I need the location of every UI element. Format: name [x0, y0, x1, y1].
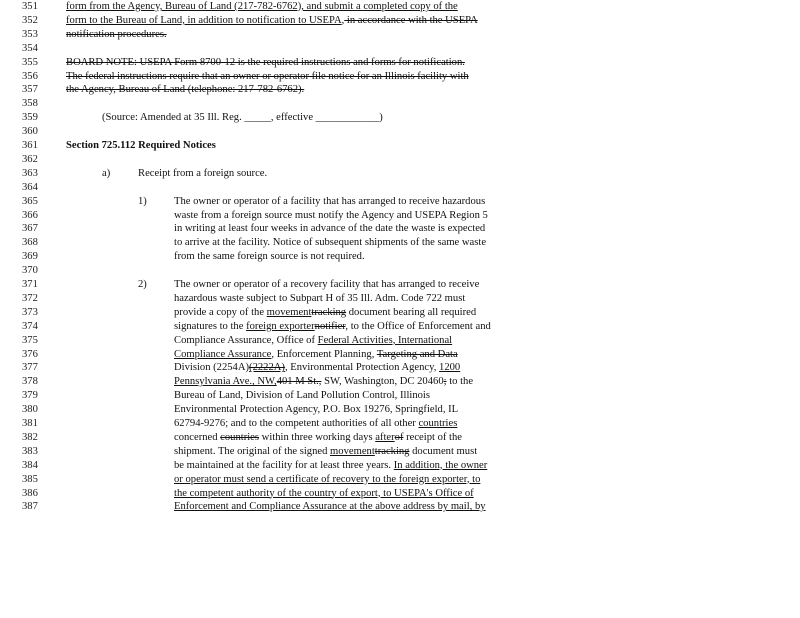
line-number: 364 [22, 181, 38, 193]
document-line [0, 417, 800, 431]
line-number: 360 [22, 126, 38, 138]
document-line [0, 306, 800, 320]
text-run: , to the Office of Enforcement and [345, 320, 491, 332]
document-line [0, 500, 800, 514]
line-text [138, 167, 267, 181]
line-number: 352 [22, 14, 38, 26]
line-number: 384 [22, 459, 38, 471]
deleted-text: 401 M St., [276, 376, 322, 388]
text-run: , Environmental Protection Agency, [284, 362, 440, 374]
line-number: 386 [22, 487, 38, 499]
document-line [0, 195, 800, 209]
list-label: a) [102, 167, 111, 179]
line-text [66, 56, 465, 70]
line-text [174, 222, 485, 236]
document-line [0, 209, 800, 223]
document-line [0, 445, 800, 459]
deleted-text: notifier [314, 320, 346, 332]
text-run: be maintained at the facility for at least three years. [174, 459, 394, 471]
text-run: to the [446, 376, 474, 388]
line-number: 351 [22, 1, 38, 12]
inserted-text: Federal Activities, International [317, 334, 453, 346]
text-run: to arrive at the facility. Notice of subsequent shipments of the same waste [174, 237, 487, 249]
text-run: , [341, 14, 345, 26]
text-run: from the same foreign source is not required. [174, 251, 365, 263]
document-line [0, 222, 800, 236]
line-text [174, 500, 486, 514]
line-number: 363 [22, 167, 38, 179]
line-text [174, 445, 477, 459]
line-text [174, 361, 460, 375]
deleted-text: tracking [374, 445, 410, 457]
document-line [0, 292, 800, 306]
text-run: 62794-9276; and to the competent authorities of all other [174, 418, 419, 429]
line-text [174, 431, 462, 445]
line-number: 383 [22, 445, 38, 457]
deleted-text: ; [443, 376, 447, 388]
line-number: 361 [22, 140, 38, 151]
line-number: 387 [22, 501, 38, 513]
document-line [0, 348, 800, 362]
text-run: waste from a foreign source must notify the Agency and USEPA Region 5 [174, 209, 488, 221]
inserted-text: after [375, 431, 395, 443]
section-heading: Section 725.112 Required Notices [66, 140, 216, 151]
line-number: 368 [22, 237, 38, 249]
text-run: within three working days [259, 431, 376, 443]
inserted-text: Pennsylvania Ave., NW, [174, 376, 277, 388]
text-run: Compliance Assurance, Office of [174, 334, 318, 346]
text-run: Bureau of Land, Division of Land Pollution Control, Illinois [174, 390, 430, 402]
document-line [0, 236, 800, 250]
line-number: 379 [22, 390, 38, 402]
text-run: shipment. The original of the signed [174, 445, 331, 457]
inserted-text: form from the Agency, Bureau of Land (217-782-6762), and submit a completed copy of the [66, 1, 458, 12]
document-line [0, 334, 800, 348]
line-text [174, 375, 473, 389]
line-text [174, 306, 476, 320]
document-line [0, 56, 800, 70]
line-text [174, 292, 465, 306]
line-text [66, 70, 469, 84]
text-run: , Enforcement Planning, [271, 348, 377, 360]
inserted-text: movement [330, 445, 375, 457]
line-text [174, 459, 487, 473]
line-text [174, 403, 458, 417]
line-number: 362 [22, 153, 38, 165]
line-number: 354 [22, 42, 38, 54]
document-line [0, 181, 800, 195]
line-text [174, 389, 430, 403]
document-line [0, 361, 800, 375]
inserted-text: countries [418, 418, 458, 429]
line-number: 355 [22, 56, 38, 68]
deleted-text: of [394, 431, 404, 443]
line-number: 377 [22, 362, 38, 374]
line-number: 372 [22, 292, 38, 304]
line-number: 356 [22, 70, 38, 82]
document-line [0, 403, 800, 417]
document-line [0, 42, 800, 56]
deleted-text: in accordance with the USEPA [344, 14, 478, 26]
line-text [174, 250, 365, 264]
line-text [174, 334, 452, 348]
inserted-text: foreign exporter [246, 320, 315, 332]
line-text [66, 139, 216, 153]
document-line [0, 14, 800, 28]
document-line [0, 0, 800, 14]
inserted-text: or operator must send a certificate of recovery to the foreign exporter, to [174, 473, 481, 485]
document-line [0, 278, 800, 292]
line-text [174, 236, 486, 250]
document-line [0, 139, 800, 153]
line-number: 378 [22, 376, 38, 388]
document-line [0, 153, 800, 167]
line-text [174, 417, 457, 431]
text-run: document must [409, 445, 478, 457]
line-number: 359 [22, 112, 38, 124]
deleted-text: tracking [311, 306, 347, 318]
text-run: The owner or operator of a recovery facility that has arranged to receive [174, 279, 480, 290]
document-line [0, 375, 800, 389]
line-number: 369 [22, 251, 38, 263]
line-text [174, 487, 474, 501]
text-run: (Source: Amended at 35 Ill. Reg. _____, effective ____________) [102, 112, 383, 124]
line-number: 381 [22, 418, 38, 429]
line-text [102, 111, 383, 125]
text-run: concerned [174, 431, 221, 443]
document-line [0, 389, 800, 403]
text-run: Division (2254A) [174, 362, 250, 374]
inserted-text: In addition, the owner [393, 459, 488, 471]
line-number: 358 [22, 98, 38, 110]
document-line [0, 70, 800, 84]
document-line [0, 28, 800, 42]
line-text [174, 278, 479, 292]
line-number: 357 [22, 84, 38, 96]
inserted-text: movement [266, 306, 312, 318]
line-text [66, 28, 167, 42]
document-line [0, 111, 800, 125]
text-run: in writing at least four weeks in advance of the date the waste is expected [174, 223, 486, 235]
inserted-text: the competent authority of the country of export, to USEPA's Office of [174, 487, 474, 499]
line-number: 370 [22, 265, 38, 277]
document-line [0, 83, 800, 97]
text-run: document bearing all required [346, 306, 477, 318]
line-number: 376 [22, 348, 38, 360]
inserted-text: Enforcement and Compliance Assurance at the above address by mail, by [174, 501, 486, 513]
document-line [0, 125, 800, 139]
line-number: 374 [22, 320, 38, 332]
document-line [0, 320, 800, 334]
line-text [174, 348, 458, 362]
text-run: Receipt from a foreign source. [138, 167, 268, 179]
inserted-text: Compliance Assurance [174, 348, 272, 360]
deleted-text: the Agency, Bureau of Land (telephone: 217-782-6762). [66, 84, 305, 96]
deleted-text: The federal instructions require that an owner or operator file notice for an Illinois facility with [66, 70, 469, 82]
text-run: hazardous waste subject to Subpart H of 35 Ill. Adm. Code 722 must [174, 292, 466, 304]
deleted-text: Targeting and Data [376, 348, 458, 360]
document-line [0, 97, 800, 111]
text-run: Environmental Protection Agency, P.O. Box 19276, Springfield, IL [174, 404, 459, 416]
line-text [174, 320, 491, 334]
line-number: 371 [22, 279, 38, 290]
text-run: SW, Washington, DC 20460 [321, 376, 444, 388]
document-line [0, 264, 800, 278]
line-number: 385 [22, 473, 38, 485]
line-text [66, 83, 304, 97]
deleted-text: countries [220, 431, 260, 443]
deleted-text: notification procedures. [66, 28, 167, 40]
line-text [66, 0, 458, 14]
document-line [0, 431, 800, 445]
document-line [0, 250, 800, 264]
document-line [0, 487, 800, 501]
text-run: receipt of the [403, 431, 462, 443]
line-text [174, 209, 488, 223]
inserted-text: 1200 [439, 362, 461, 374]
line-number: 380 [22, 404, 38, 416]
document-line [0, 459, 800, 473]
line-number: 382 [22, 431, 38, 443]
line-text [174, 195, 485, 209]
deleted-text: (2222A) [249, 362, 285, 374]
deleted-text: BOARD NOTE: USEPA Form 8700-12 is the required instructions and forms for notification. [66, 56, 465, 68]
document-line [0, 167, 800, 181]
line-number: 367 [22, 223, 38, 235]
line-number: 373 [22, 306, 38, 318]
line-text [66, 14, 478, 28]
line-number: 353 [22, 28, 38, 40]
inserted-text: form to the Bureau of Land, in addition to notification to USEPA [66, 14, 342, 26]
line-number: 366 [22, 209, 38, 221]
line-number: 375 [22, 334, 38, 346]
text-run: provide a copy of the [174, 306, 267, 318]
document-line [0, 473, 800, 487]
list-label: 2) [138, 279, 147, 290]
line-number: 365 [22, 195, 38, 207]
line-text [174, 473, 480, 487]
list-label: 1) [138, 195, 147, 207]
text-run: The owner or operator of a facility that has arranged to receive hazardous [174, 195, 486, 207]
text-run: signatures to the [174, 320, 247, 332]
